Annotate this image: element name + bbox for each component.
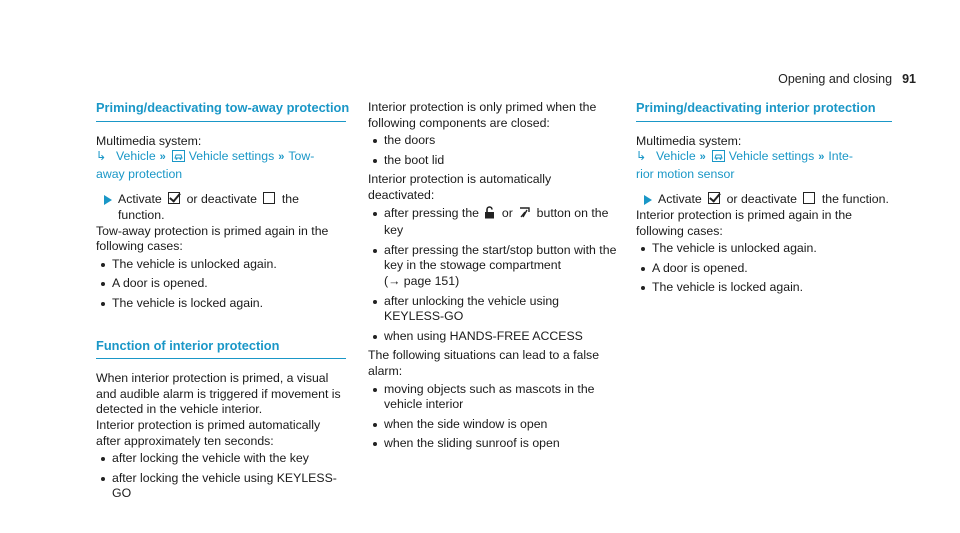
list-item: The vehicle is unlocked again.: [96, 257, 346, 273]
return-arrow-icon: ↳: [636, 149, 647, 164]
deactivated-list: [368, 206, 620, 345]
checkbox-checked-icon: [708, 192, 720, 204]
list-item: The vehicle is unlocked again.: [636, 241, 892, 257]
list-item: after locking the vehicle using KEYLESS-GO: [96, 471, 346, 502]
instruction-step: [636, 192, 892, 208]
menu-path-label: Multimedia system:: [96, 133, 202, 148]
list-item: The vehicle is locked again.: [96, 296, 346, 312]
primed-cases-list: [96, 257, 346, 312]
false-alarm-list: [368, 382, 620, 452]
menu-path: [96, 149, 346, 182]
false-alarm-intro: The following situations can lead to a false alarm:: [368, 348, 600, 378]
instr-activate-text: Activate: [118, 192, 162, 207]
section-title-interior: Priming/deactivating interior protection: [636, 100, 892, 122]
primed-cases-list: [636, 241, 892, 296]
triangle-instruction-icon: [644, 195, 652, 205]
list-item: after unlocking the vehicle using KEYLESS-GO: [368, 294, 620, 325]
menu-vehicle-link[interactable]: Vehicle: [656, 149, 696, 164]
instr-function-text: the function.: [118, 192, 299, 222]
start-stop-icon: [518, 206, 531, 224]
car-settings-icon: [712, 150, 725, 167]
list-item: when the sliding sunroof is open: [368, 436, 620, 452]
components-list: [368, 133, 620, 168]
checkbox-checked-icon: [168, 192, 180, 204]
deactivated-intro: Interior protection is automatically deactivated:: [368, 172, 552, 202]
double-chevron-icon: »: [278, 151, 285, 164]
deact-startstop-text: after pressing the start/stop button with the key in the stowage compartment: [384, 242, 617, 273]
list-item: [368, 206, 620, 239]
column-right: [636, 100, 892, 300]
deact-or-text: or: [501, 205, 513, 220]
list-item: [368, 243, 620, 290]
checkbox-empty-icon: [263, 192, 275, 204]
instr-activate-text: Activate: [658, 192, 702, 207]
components-intro: Interior protection is only primed when the following components are closed:: [368, 100, 597, 130]
instr-function-text: the function.: [821, 192, 889, 207]
menu-path: [636, 149, 892, 182]
list-item: when using HANDS-FREE ACCESS: [368, 329, 620, 345]
double-chevron-icon: »: [159, 151, 166, 164]
deact-button-text: button on the key: [384, 205, 609, 238]
page-reference[interactable]: (→ page 151): [384, 273, 460, 288]
menu-interior-sensor-link[interactable]: Inte-: [828, 149, 853, 164]
instruction-step: [96, 192, 346, 223]
deact-pressing-text: after pressing the: [384, 205, 480, 220]
function-text-1: When interior protection is primed, a visual and audible alarm is triggered if movement is detected in the vehicle interior.: [96, 371, 341, 417]
function-text-2: Interior protection is primed automatically after approximately ten seconds:: [96, 417, 321, 448]
double-chevron-icon: »: [818, 151, 825, 164]
menu-vehicle-link[interactable]: Vehicle: [116, 149, 156, 164]
page-number: 91: [902, 72, 916, 86]
list-item: moving objects such as mascots in the vehicle interior: [368, 382, 620, 413]
column-middle: [368, 100, 620, 456]
return-arrow-icon: ↳: [96, 149, 107, 164]
instr-deactivate-text: or deactivate: [726, 192, 798, 207]
section-title-tow-away: Priming/deactivating tow-away protection: [96, 100, 346, 122]
menu-vehicle-settings-link[interactable]: Vehicle settings: [728, 149, 815, 164]
list-item: the boot lid: [368, 153, 620, 169]
menu-tow-away-link-cont[interactable]: away protection: [96, 166, 183, 181]
page-header: [778, 72, 916, 86]
menu-path-label: Multimedia system:: [636, 133, 742, 148]
menu-interior-sensor-link-cont[interactable]: rior motion sensor: [636, 166, 735, 181]
chapter-title: Opening and closing: [778, 72, 893, 86]
list-item: after locking the vehicle with the key: [96, 451, 346, 467]
list-item: when the side window is open: [368, 417, 620, 433]
double-chevron-icon: »: [699, 151, 706, 164]
section-title-function: Function of interior protection: [96, 338, 346, 360]
instr-deactivate-text: or deactivate: [186, 192, 258, 207]
auto-cases-list: [96, 451, 346, 502]
menu-tow-away-link[interactable]: Tow-: [288, 149, 315, 164]
primed-again-text: Interior protection is primed again in the following cases:: [636, 207, 852, 238]
unlock-key-icon: [484, 206, 496, 224]
triangle-instruction-icon: [104, 195, 112, 205]
list-item: the doors: [368, 133, 620, 149]
menu-vehicle-settings-link[interactable]: Vehicle settings: [188, 149, 275, 164]
list-item: The vehicle is locked again.: [636, 280, 892, 296]
car-settings-icon: [172, 150, 185, 167]
checkbox-empty-icon: [803, 192, 815, 204]
list-item: A door is opened.: [96, 276, 346, 292]
primed-again-text: Tow-away protection is primed again in the following cases:: [96, 223, 329, 254]
list-item: A door is opened.: [636, 261, 892, 277]
column-left: [96, 100, 350, 506]
